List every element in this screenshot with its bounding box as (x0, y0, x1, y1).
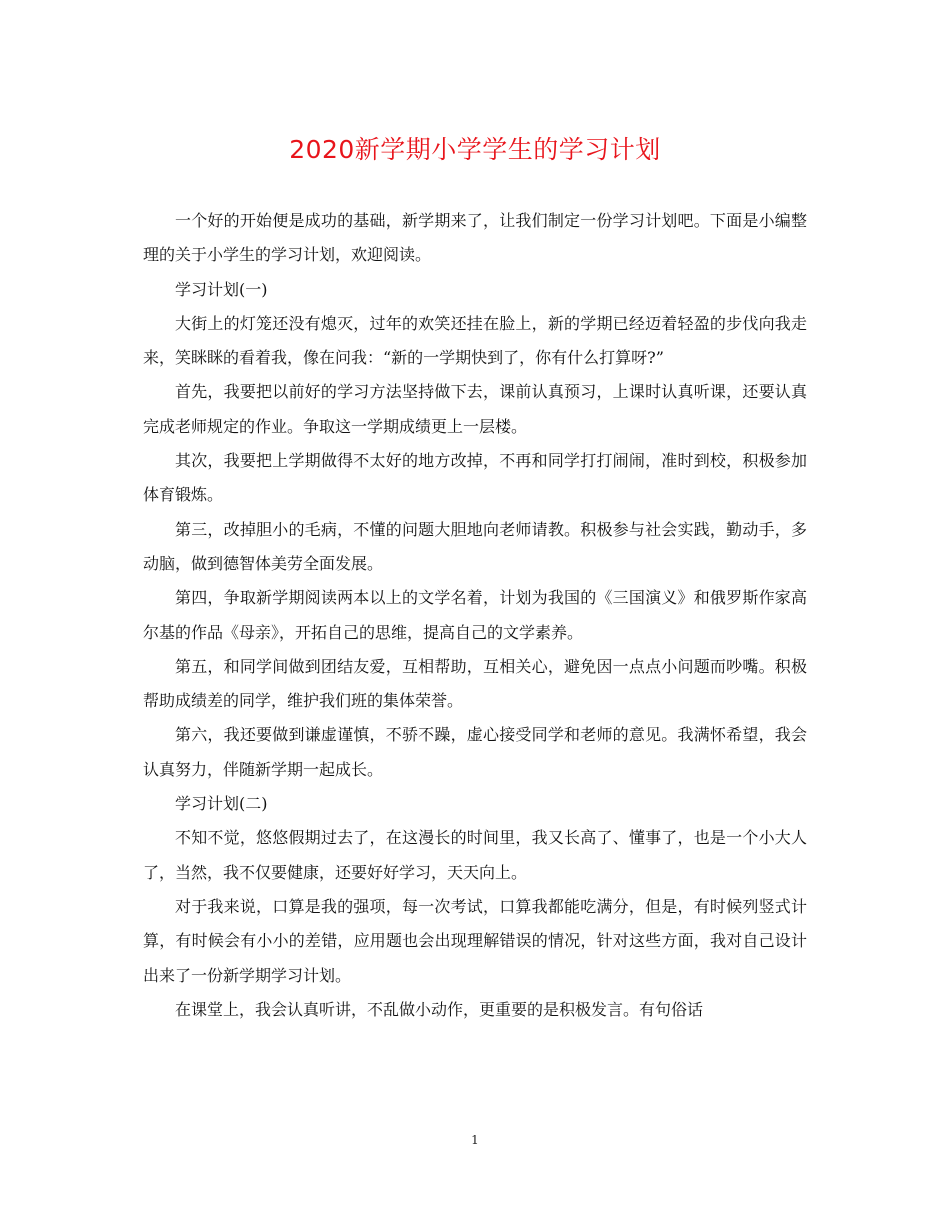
document-body (143, 204, 807, 1027)
paragraph: 在课堂上，我会认真听讲，不乱做小动作，更重要的是积极发言。有句俗话 (175, 999, 704, 1019)
paragraph: 对于我来说，口算是我的强项，每一次考试，口算我都能吃满分，但是，有时候列竖式计算，有时候会有小小的差错，应用题也会出现理解错误的情况，针对这些方面，我对自己设计出来了一份新学期学习计划。 (143, 896, 807, 985)
section-heading-plan-2: 学习计划(二) (175, 794, 268, 814)
paragraph: 不知不觉，悠悠假期过去了，在这漫长的时间里，我又长高了、懂事了，也是一个小大人了，当然，我不仅要健康，还要好好学习，天天向上。 (143, 828, 807, 882)
paragraph: 首先，我要把以前好的学习方法坚持做下去，课前认真预习，上课时认真听课，还要认真完成老师规定的作业。争取这一学期成绩更上一层楼。 (143, 382, 807, 436)
paragraph: 第四，争取新学期阅读两本以上的文学名着，计划为我国的《三国演义》和俄罗斯作家高尔基的作品《母亲》，开拓自己的思维，提高自己的文学素养。 (143, 588, 807, 642)
paragraph: 其次，我要把上学期做得不太好的地方改掉，不再和同学打打闹闹，准时到校，积极参加体育锻炼。 (143, 451, 807, 505)
paragraph-intro: 一个好的开始便是成功的基础，新学期来了，让我们制定一份学习计划吧。下面是小编整理的关于小学生的学习计划，欢迎阅读。 (143, 211, 807, 265)
paragraph: 第五，和同学间做到团结友爱，互相帮助，互相关心，避免因一点点小问题而吵嘴。积极帮助成绩差的同学，维护我们班的集体荣誉。 (143, 656, 807, 711)
document-title: 2020新学期小学学生的学习计划 (289, 135, 661, 164)
paragraph: 大街上的灯笼还没有熄灭，过年的欢笑还挂在脸上，新的学期已经迈着轻盈的步伐向我走来，笑眯眯的看着我，像在问我：“新的一学期快到了，你有什么打算呀?” (143, 313, 807, 368)
section-heading-plan-1: 学习计划(一) (175, 279, 268, 299)
paragraph: 第三，改掉胆小的毛病，不懂的问题大胆地向老师请教。积极参与社会实践，勤动手，多动脑，做到德智体美劳全面发展。 (143, 519, 807, 573)
paragraph: 第六，我还要做到谦虚谨慎，不骄不躁，虚心接受同学和老师的意见。我满怀希望，我会认真努力，伴随新学期一起成长。 (143, 725, 807, 779)
page-number: 1 (471, 1133, 479, 1147)
